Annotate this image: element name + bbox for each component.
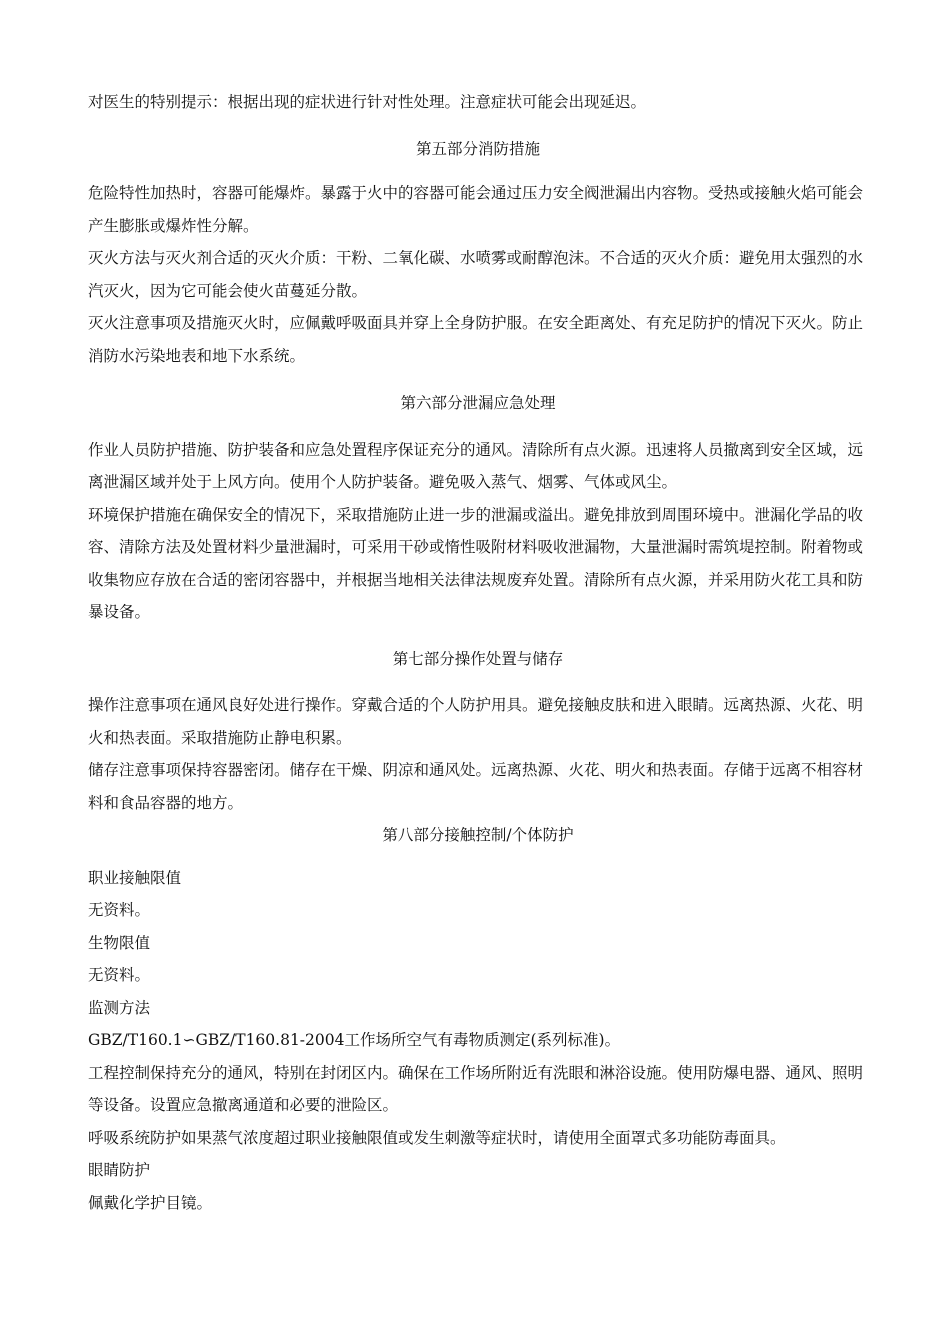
section-5-paragraph: 灭火方法与灭火剂合适的灭火介质：干粉、二氧化碳、水喷雾或耐醇泡沫。不合适的灭火介质：避免用太强烈的水汽灭火，因为它可能会使火苗蔓延分散。 xyxy=(88,249,864,300)
section-5-paragraph: 危险特性加热时，容器可能爆炸。暴露于火中的容器可能会通过压力安全阀泄漏出内容物。受热或接触火焰可能会产生膨胀或爆炸性分解。 xyxy=(88,184,864,235)
section-5-heading: 第五部分消防措施 xyxy=(415,139,540,158)
engineering-control: 工程控制保持充分的通风，特别在封闭区内。确保在工作场所附近有洗眼和淋浴设施。使用防爆电器、通风、照明等设备。设置应急撤离通道和必要的泄险区。 xyxy=(88,1063,864,1114)
section-6-paragraph: 环境保护措施在确保安全的情况下，采取措施防止进一步的泄漏或溢出。避免排放到周围环境中。泄漏化学品的收容、清除方法及处置材料少量泄漏时，可采用干砂或惰性吸附材料吸收泄漏物，大量泄漏时需筑堤控制。附着物或收集物应存放在合适的密闭容器中，并根据当地相关法律法规废弃处置。清除所有点火源，并采用防火花工具和防暴设备。 xyxy=(88,505,864,621)
biological-limit-label: 生物限值 xyxy=(88,933,151,952)
exposure-limit-label: 职业接触限值 xyxy=(88,868,182,887)
section-8-heading: 第八部分接触控制/个体防护 xyxy=(382,826,574,844)
exposure-limit-value: 无资料。 xyxy=(88,901,151,919)
biological-limit-value: 无资料。 xyxy=(88,966,151,984)
section-6-paragraph: 作业人员防护措施、防护装备和应急处置程序保证充分的通风。清除所有点火源。迅速将人员撤离到安全区域，远离泄漏区域并处于上风方向。使用个人防护装备。避免吸入蒸气、烟雾、气体或风尘。 xyxy=(88,440,864,491)
document-page xyxy=(88,86,868,1219)
section-7-heading: 第七部分操作处置与储存 xyxy=(392,649,564,668)
section-5-paragraph: 灭火注意事项及措施灭火时，应佩戴呼吸面具并穿上全身防护服。在安全距离处、有充足防护的情况下灭火。防止消防水污染地表和地下水系统。 xyxy=(88,314,864,365)
section-7-paragraph: 储存注意事项保持容器密闭。储存在干燥、阴凉和通风处。远离热源、火花、明火和热表面。存储于远离不相容材料和食品容器的地方。 xyxy=(88,761,864,812)
monitoring-method-value: GBZ/T160.1∽GBZ/T160.81-2004工作场所空气有毒物质测定(系列标准)。 xyxy=(88,1031,621,1049)
monitoring-method-label: 监测方法 xyxy=(88,998,151,1017)
respiratory-protection: 呼吸系统防护如果蒸气浓度超过职业接触限值或发生刺激等症状时，请使用全面罩式多功能防毒面具。 xyxy=(88,1128,786,1147)
section-7-paragraph: 操作注意事项在通风良好处进行操作。穿戴合适的个人防护用具。避免接触皮肤和进入眼睛。远离热源、火花、明火和热表面。采取措施防止静电积累。 xyxy=(88,696,864,747)
doctor-note: 对医生的特别提示：根据出现的症状进行针对性处理。注意症状可能会出现延迟。 xyxy=(88,93,647,111)
eye-protection-value: 佩戴化学护目镜。 xyxy=(88,1193,213,1212)
eye-protection-label: 眼睛防护 xyxy=(88,1161,151,1179)
section-6-heading: 第六部分泄漏应急处理 xyxy=(400,394,556,412)
